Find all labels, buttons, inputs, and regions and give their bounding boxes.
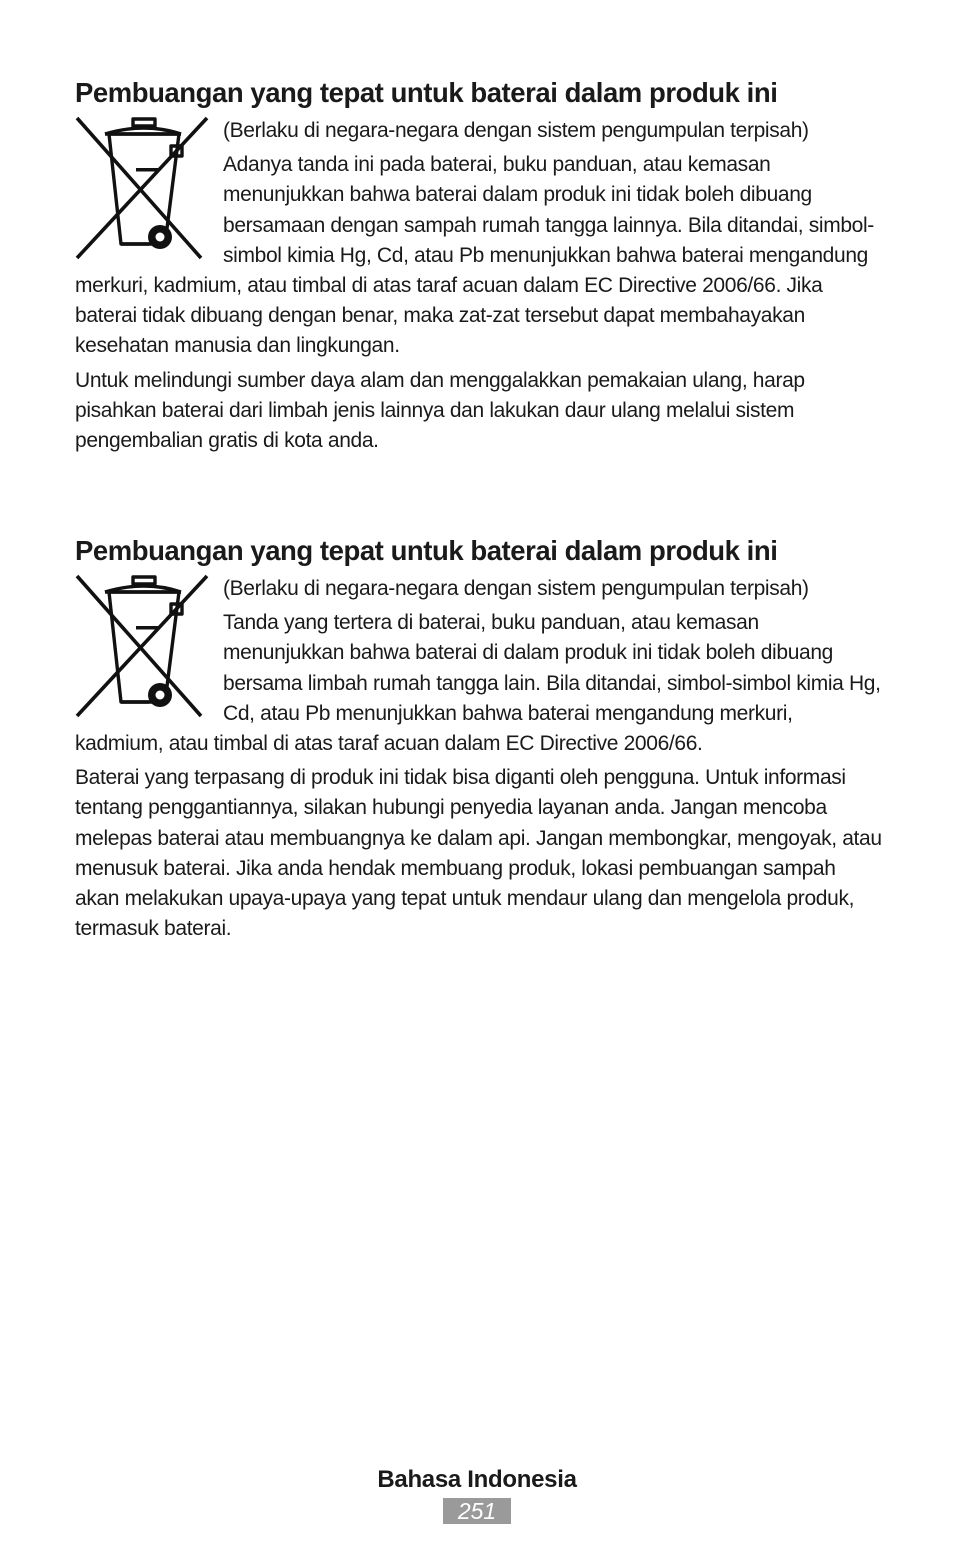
page-number: 251 <box>443 1498 511 1524</box>
section-heading: Pembuangan yang tepat untuk baterai dalam produk ini <box>75 77 778 108</box>
footer-language: Bahasa Indonesia <box>377 1466 577 1493</box>
section-extra: Untuk melindungi sumber daya alam dan menggalakkan pemakaian ulang, harap pisahkan baterai dari limbah jenis lainnya dan lakukan daur ulang melalui sistem pengembalian gratis di kota anda. <box>75 368 805 453</box>
section-body: Adanya tanda ini pada baterai, buku panduan, atau kemasan menunjukkan bahwa baterai dalam produk ini tidak boleh dibuang bersamaan dengan sampah rumah tangga lainnya. Bila ditandai, simbol-simbol kimia Hg, Cd, atau Pb menunjukkan bahwa baterai mengandung merkuri, kadmium, atau timbal di atas taraf acuan dalam EC Directive 2006/66. Jika baterai tidak dibuang dengan benar, maka zat-zat tersebut dapat membahayakan kesehatan manusia dan lingkungan. <box>75 153 874 358</box>
section-heading: Pembuangan yang tepat untuk baterai dalam produk ini <box>75 535 778 566</box>
battery-disposal-section-2 <box>75 534 883 944</box>
section-extra: Baterai yang terpasang di produk ini tidak bisa diganti oleh pengguna. Untuk informasi tentang penggantiannya, silakan hubungi penyedia layanan anda. Jangan mencoba melepas baterai atau membuangnya ke dalam api. Jangan membongkar, mengoyak, atau menusuk baterai. Jika anda hendak membuang produk, lokasi pembuangan sampah akan melakukan upaya-upaya yang tepat untuk mendaur ulang dan mengelola produk, termasuk baterai. <box>75 766 882 941</box>
crossed-out-wheeled-bin-icon <box>75 116 209 266</box>
applicability-note: (Berlaku di negara-negara dengan sistem pengumpulan terpisah) <box>223 119 809 142</box>
section-body: Tanda yang tertera di baterai, buku panduan, atau kemasan menunjukkan bahwa baterai di dalam produk ini tidak boleh dibuang bersama limbah rumah tangga lain. Bila ditandai, simbol-simbol kimia Hg, Cd, atau Pb menunjukkan bahwa baterai mengandung merkuri, kadmium, atau timbal di atas taraf acuan dalam EC Directive 2006/66. <box>75 611 881 756</box>
section-content <box>75 574 883 944</box>
battery-disposal-section-1 <box>75 76 883 456</box>
applicability-note: (Berlaku di negara-negara dengan sistem pengumpulan terpisah) <box>223 577 809 600</box>
page-footer <box>0 1464 954 1524</box>
crossed-out-wheeled-bin-icon <box>75 574 209 724</box>
section-content <box>75 116 883 456</box>
